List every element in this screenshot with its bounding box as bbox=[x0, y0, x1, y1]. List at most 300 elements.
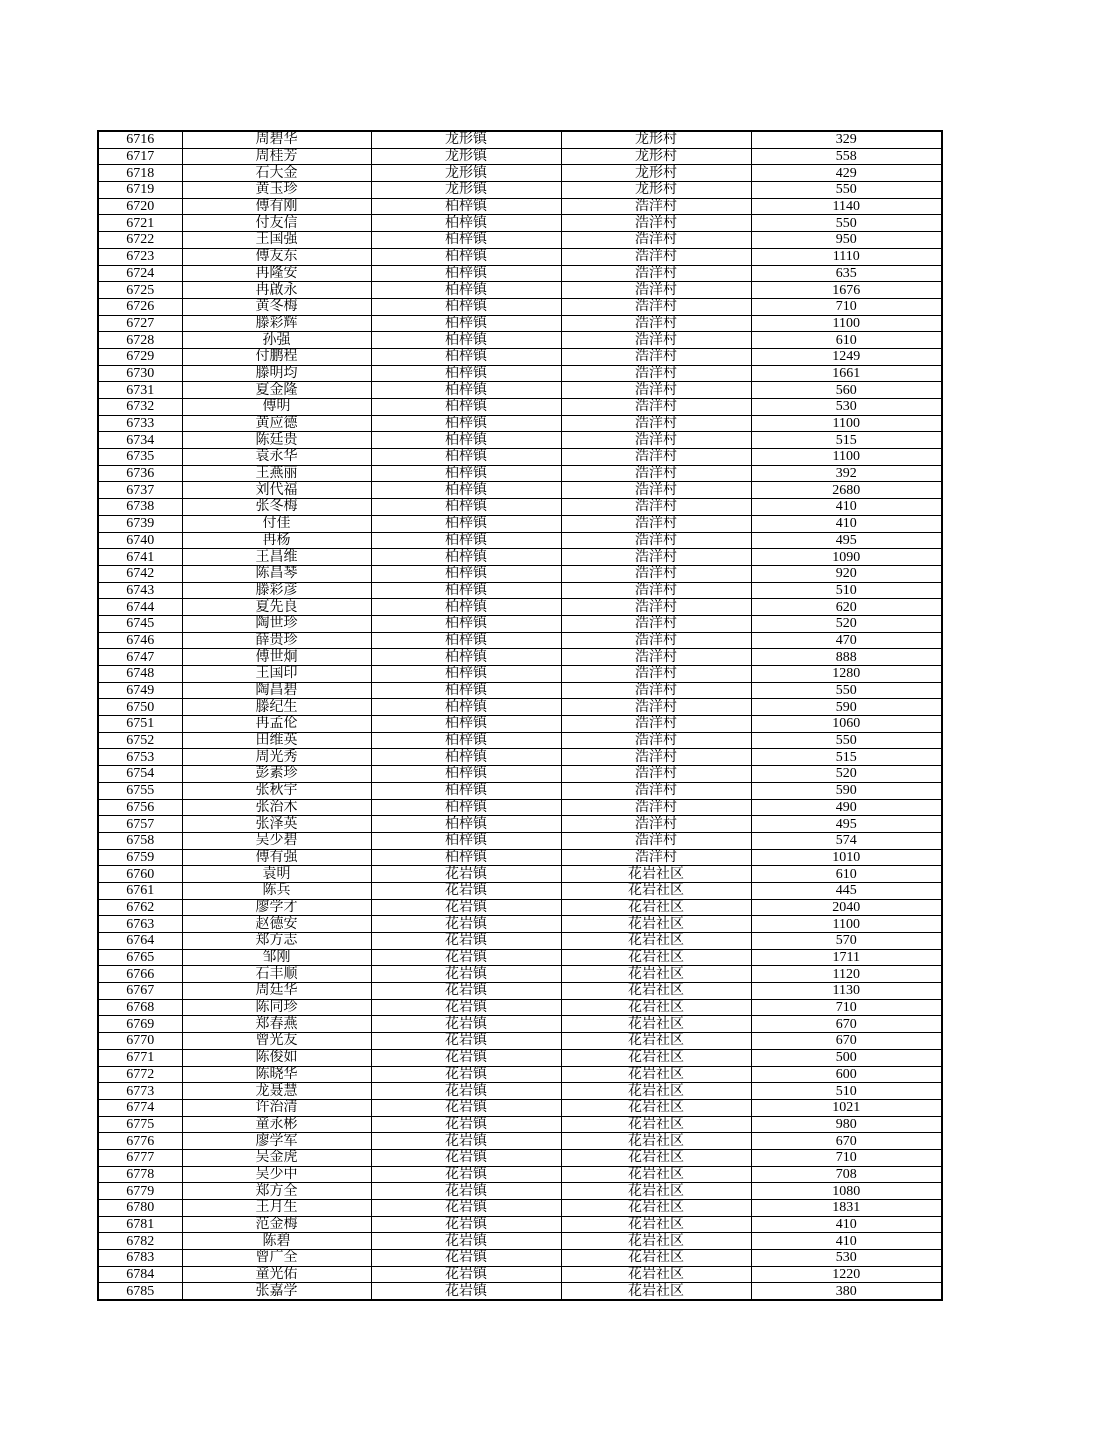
village-cell: 浩洋村 bbox=[561, 699, 751, 716]
name-cell: 周桂芳 bbox=[182, 148, 371, 165]
village-cell: 花岩社区 bbox=[561, 966, 751, 983]
village-cell: 花岩社区 bbox=[561, 999, 751, 1016]
town-cell: 花岩镇 bbox=[371, 866, 561, 883]
town-cell: 柏梓镇 bbox=[371, 248, 561, 265]
table-row bbox=[98, 582, 942, 599]
name-cell: 付佳 bbox=[182, 515, 371, 532]
table-row bbox=[98, 1283, 942, 1300]
village-cell: 花岩社区 bbox=[561, 1283, 751, 1300]
amount-cell: 410 bbox=[751, 515, 942, 532]
name-cell: 夏先良 bbox=[182, 599, 371, 616]
village-cell: 浩洋村 bbox=[561, 265, 751, 282]
record-id-cell: 6720 bbox=[98, 198, 182, 215]
record-id-cell: 6765 bbox=[98, 949, 182, 966]
amount-cell: 620 bbox=[751, 599, 942, 616]
record-id-cell: 6763 bbox=[98, 916, 182, 933]
record-id-cell: 6760 bbox=[98, 866, 182, 883]
amount-cell: 530 bbox=[751, 399, 942, 416]
table-row bbox=[98, 983, 942, 1000]
village-cell: 龙形村 bbox=[561, 131, 751, 148]
name-cell: 陈晓华 bbox=[182, 1066, 371, 1083]
amount-cell: 670 bbox=[751, 1133, 942, 1150]
village-cell: 浩洋村 bbox=[561, 332, 751, 349]
amount-cell: 1100 bbox=[751, 916, 942, 933]
name-cell: 田维英 bbox=[182, 732, 371, 749]
record-id-cell: 6748 bbox=[98, 666, 182, 683]
record-id-cell: 6766 bbox=[98, 966, 182, 983]
town-cell: 柏梓镇 bbox=[371, 799, 561, 816]
village-cell: 花岩社区 bbox=[561, 933, 751, 950]
name-cell: 王国强 bbox=[182, 232, 371, 249]
town-cell: 柏梓镇 bbox=[371, 849, 561, 866]
town-cell: 柏梓镇 bbox=[371, 716, 561, 733]
village-cell: 浩洋村 bbox=[561, 232, 751, 249]
amount-cell: 610 bbox=[751, 866, 942, 883]
amount-cell: 1110 bbox=[751, 248, 942, 265]
town-cell: 花岩镇 bbox=[371, 1266, 561, 1283]
name-cell: 郑方全 bbox=[182, 1183, 371, 1200]
table-row bbox=[98, 165, 942, 182]
village-cell: 浩洋村 bbox=[561, 382, 751, 399]
table-row bbox=[98, 916, 942, 933]
amount-cell: 710 bbox=[751, 298, 942, 315]
town-cell: 花岩镇 bbox=[371, 1033, 561, 1050]
village-cell: 浩洋村 bbox=[561, 515, 751, 532]
town-cell: 柏梓镇 bbox=[371, 198, 561, 215]
record-id-cell: 6721 bbox=[98, 215, 182, 232]
name-cell: 薛贵珍 bbox=[182, 632, 371, 649]
town-cell: 柏梓镇 bbox=[371, 499, 561, 516]
name-cell: 郑方志 bbox=[182, 933, 371, 950]
village-cell: 浩洋村 bbox=[561, 482, 751, 499]
town-cell: 花岩镇 bbox=[371, 1116, 561, 1133]
amount-cell: 530 bbox=[751, 1250, 942, 1267]
record-id-cell: 6785 bbox=[98, 1283, 182, 1300]
table-row bbox=[98, 615, 942, 632]
table-row bbox=[98, 198, 942, 215]
record-id-cell: 6752 bbox=[98, 732, 182, 749]
table-row bbox=[98, 549, 942, 566]
record-id-cell: 6751 bbox=[98, 716, 182, 733]
town-cell: 龙形镇 bbox=[371, 165, 561, 182]
town-cell: 花岩镇 bbox=[371, 999, 561, 1016]
table-row bbox=[98, 949, 942, 966]
amount-cell: 1711 bbox=[751, 949, 942, 966]
record-id-cell: 6753 bbox=[98, 749, 182, 766]
village-cell: 浩洋村 bbox=[561, 415, 751, 432]
town-cell: 柏梓镇 bbox=[371, 666, 561, 683]
name-cell: 周廷华 bbox=[182, 983, 371, 1000]
amount-cell: 710 bbox=[751, 999, 942, 1016]
village-cell: 花岩社区 bbox=[561, 1250, 751, 1267]
record-id-cell: 6744 bbox=[98, 599, 182, 616]
amount-cell: 980 bbox=[751, 1116, 942, 1133]
town-cell: 花岩镇 bbox=[371, 916, 561, 933]
name-cell: 滕彩彦 bbox=[182, 582, 371, 599]
village-cell: 浩洋村 bbox=[561, 465, 751, 482]
table-row bbox=[98, 999, 942, 1016]
town-cell: 龙形镇 bbox=[371, 148, 561, 165]
amount-cell: 1140 bbox=[751, 198, 942, 215]
amount-cell: 708 bbox=[751, 1166, 942, 1183]
record-id-cell: 6746 bbox=[98, 632, 182, 649]
table-row bbox=[98, 666, 942, 683]
village-cell: 浩洋村 bbox=[561, 365, 751, 382]
amount-cell: 2680 bbox=[751, 482, 942, 499]
village-cell: 浩洋村 bbox=[561, 716, 751, 733]
table-row bbox=[98, 315, 942, 332]
table-row bbox=[98, 1233, 942, 1250]
record-id-cell: 6750 bbox=[98, 699, 182, 716]
town-cell: 柏梓镇 bbox=[371, 465, 561, 482]
amount-cell: 590 bbox=[751, 699, 942, 716]
village-cell: 浩洋村 bbox=[561, 565, 751, 582]
amount-cell: 1280 bbox=[751, 666, 942, 683]
town-cell: 柏梓镇 bbox=[371, 565, 561, 582]
record-id-cell: 6767 bbox=[98, 983, 182, 1000]
village-cell: 浩洋村 bbox=[561, 682, 751, 699]
amount-cell: 950 bbox=[751, 232, 942, 249]
table-row bbox=[98, 332, 942, 349]
town-cell: 花岩镇 bbox=[371, 882, 561, 899]
table-row bbox=[98, 1033, 942, 1050]
name-cell: 曾广全 bbox=[182, 1250, 371, 1267]
town-cell: 花岩镇 bbox=[371, 1233, 561, 1250]
table-row bbox=[98, 649, 942, 666]
amount-cell: 520 bbox=[751, 615, 942, 632]
village-cell: 浩洋村 bbox=[561, 499, 751, 516]
name-cell: 童永彬 bbox=[182, 1116, 371, 1133]
record-id-cell: 6773 bbox=[98, 1083, 182, 1100]
name-cell: 张冬梅 bbox=[182, 499, 371, 516]
town-cell: 花岩镇 bbox=[371, 1099, 561, 1116]
amount-cell: 495 bbox=[751, 816, 942, 833]
amount-cell: 550 bbox=[751, 682, 942, 699]
record-id-cell: 6724 bbox=[98, 265, 182, 282]
village-cell: 浩洋村 bbox=[561, 582, 751, 599]
town-cell: 花岩镇 bbox=[371, 899, 561, 916]
town-cell: 柏梓镇 bbox=[371, 382, 561, 399]
table-row bbox=[98, 632, 942, 649]
amount-cell: 329 bbox=[751, 131, 942, 148]
table-row bbox=[98, 232, 942, 249]
record-id-cell: 6768 bbox=[98, 999, 182, 1016]
village-cell: 花岩社区 bbox=[561, 1049, 751, 1066]
town-cell: 柏梓镇 bbox=[371, 348, 561, 365]
amount-cell: 392 bbox=[751, 465, 942, 482]
village-cell: 花岩社区 bbox=[561, 1016, 751, 1033]
table-row bbox=[98, 1250, 942, 1267]
amount-cell: 510 bbox=[751, 582, 942, 599]
table-row bbox=[98, 148, 942, 165]
amount-cell: 1090 bbox=[751, 549, 942, 566]
name-cell: 黄玉珍 bbox=[182, 182, 371, 199]
town-cell: 花岩镇 bbox=[371, 1216, 561, 1233]
town-cell: 花岩镇 bbox=[371, 1149, 561, 1166]
amount-cell: 470 bbox=[751, 632, 942, 649]
village-cell: 浩洋村 bbox=[561, 298, 751, 315]
amount-cell: 1060 bbox=[751, 716, 942, 733]
name-cell: 陶世珍 bbox=[182, 615, 371, 632]
table-row bbox=[98, 432, 942, 449]
name-cell: 傅世炯 bbox=[182, 649, 371, 666]
record-id-cell: 6723 bbox=[98, 248, 182, 265]
record-id-cell: 6784 bbox=[98, 1266, 182, 1283]
village-cell: 花岩社区 bbox=[561, 1149, 751, 1166]
record-id-cell: 6735 bbox=[98, 449, 182, 466]
records-table-body bbox=[98, 131, 942, 1300]
record-id-cell: 6741 bbox=[98, 549, 182, 566]
record-id-cell: 6755 bbox=[98, 782, 182, 799]
name-cell: 陈碧 bbox=[182, 1233, 371, 1250]
town-cell: 柏梓镇 bbox=[371, 599, 561, 616]
amount-cell: 558 bbox=[751, 148, 942, 165]
record-id-cell: 6761 bbox=[98, 882, 182, 899]
table-row bbox=[98, 699, 942, 716]
name-cell: 吴少中 bbox=[182, 1166, 371, 1183]
amount-cell: 600 bbox=[751, 1066, 942, 1083]
village-cell: 花岩社区 bbox=[561, 1083, 751, 1100]
table-row bbox=[98, 933, 942, 950]
name-cell: 黄冬梅 bbox=[182, 298, 371, 315]
village-cell: 浩洋村 bbox=[561, 432, 751, 449]
village-cell: 龙形村 bbox=[561, 165, 751, 182]
name-cell: 张嘉学 bbox=[182, 1283, 371, 1300]
town-cell: 花岩镇 bbox=[371, 983, 561, 1000]
name-cell: 袁永华 bbox=[182, 449, 371, 466]
village-cell: 浩洋村 bbox=[561, 732, 751, 749]
name-cell: 廖学才 bbox=[182, 899, 371, 916]
name-cell: 廖学军 bbox=[182, 1133, 371, 1150]
record-id-cell: 6756 bbox=[98, 799, 182, 816]
record-id-cell: 6759 bbox=[98, 849, 182, 866]
name-cell: 陶昌碧 bbox=[182, 682, 371, 699]
town-cell: 柏梓镇 bbox=[371, 332, 561, 349]
record-id-cell: 6770 bbox=[98, 1033, 182, 1050]
table-row bbox=[98, 482, 942, 499]
village-cell: 浩洋村 bbox=[561, 449, 751, 466]
record-id-cell: 6775 bbox=[98, 1116, 182, 1133]
record-id-cell: 6762 bbox=[98, 899, 182, 916]
name-cell: 付友信 bbox=[182, 215, 371, 232]
table-row bbox=[98, 282, 942, 299]
record-id-cell: 6774 bbox=[98, 1099, 182, 1116]
amount-cell: 510 bbox=[751, 1083, 942, 1100]
name-cell: 曾光友 bbox=[182, 1033, 371, 1050]
record-id-cell: 6778 bbox=[98, 1166, 182, 1183]
record-id-cell: 6779 bbox=[98, 1183, 182, 1200]
table-row bbox=[98, 832, 942, 849]
record-id-cell: 6736 bbox=[98, 465, 182, 482]
name-cell: 石丰顺 bbox=[182, 966, 371, 983]
amount-cell: 635 bbox=[751, 265, 942, 282]
town-cell: 柏梓镇 bbox=[371, 766, 561, 783]
name-cell: 吴少碧 bbox=[182, 832, 371, 849]
table-row bbox=[98, 966, 942, 983]
table-row bbox=[98, 515, 942, 532]
town-cell: 花岩镇 bbox=[371, 1183, 561, 1200]
town-cell: 柏梓镇 bbox=[371, 549, 561, 566]
record-id-cell: 6771 bbox=[98, 1049, 182, 1066]
table-row bbox=[98, 565, 942, 582]
town-cell: 龙形镇 bbox=[371, 182, 561, 199]
table-row bbox=[98, 265, 942, 282]
table-row bbox=[98, 1083, 942, 1100]
village-cell: 花岩社区 bbox=[561, 1116, 751, 1133]
table-row bbox=[98, 399, 942, 416]
name-cell: 傅友东 bbox=[182, 248, 371, 265]
name-cell: 周碧华 bbox=[182, 131, 371, 148]
village-cell: 龙形村 bbox=[561, 148, 751, 165]
record-id-cell: 6729 bbox=[98, 348, 182, 365]
data-sheet bbox=[97, 130, 941, 1301]
amount-cell: 1661 bbox=[751, 365, 942, 382]
name-cell: 龙聂慧 bbox=[182, 1083, 371, 1100]
amount-cell: 1100 bbox=[751, 415, 942, 432]
record-id-cell: 6728 bbox=[98, 332, 182, 349]
name-cell: 王月生 bbox=[182, 1200, 371, 1217]
name-cell: 石大金 bbox=[182, 165, 371, 182]
table-row bbox=[98, 1066, 942, 1083]
table-row bbox=[98, 1133, 942, 1150]
town-cell: 花岩镇 bbox=[371, 1083, 561, 1100]
table-row bbox=[98, 248, 942, 265]
town-cell: 柏梓镇 bbox=[371, 615, 561, 632]
name-cell: 陈同珍 bbox=[182, 999, 371, 1016]
village-cell: 浩洋村 bbox=[561, 532, 751, 549]
village-cell: 浩洋村 bbox=[561, 749, 751, 766]
table-row bbox=[98, 882, 942, 899]
village-cell: 浩洋村 bbox=[561, 849, 751, 866]
name-cell: 滕彩辉 bbox=[182, 315, 371, 332]
town-cell: 柏梓镇 bbox=[371, 732, 561, 749]
amount-cell: 500 bbox=[751, 1049, 942, 1066]
village-cell: 花岩社区 bbox=[561, 1166, 751, 1183]
amount-cell: 410 bbox=[751, 1216, 942, 1233]
table-row bbox=[98, 866, 942, 883]
table-row bbox=[98, 215, 942, 232]
town-cell: 柏梓镇 bbox=[371, 582, 561, 599]
table-row bbox=[98, 415, 942, 432]
town-cell: 花岩镇 bbox=[371, 949, 561, 966]
table-row bbox=[98, 782, 942, 799]
amount-cell: 380 bbox=[751, 1283, 942, 1300]
village-cell: 花岩社区 bbox=[561, 1099, 751, 1116]
name-cell: 郑春燕 bbox=[182, 1016, 371, 1033]
table-row bbox=[98, 1216, 942, 1233]
town-cell: 柏梓镇 bbox=[371, 682, 561, 699]
village-cell: 浩洋村 bbox=[561, 549, 751, 566]
record-id-cell: 6754 bbox=[98, 766, 182, 783]
name-cell: 冉隆安 bbox=[182, 265, 371, 282]
town-cell: 柏梓镇 bbox=[371, 449, 561, 466]
record-id-cell: 6725 bbox=[98, 282, 182, 299]
village-cell: 浩洋村 bbox=[561, 615, 751, 632]
table-row bbox=[98, 599, 942, 616]
town-cell: 柏梓镇 bbox=[371, 215, 561, 232]
amount-cell: 710 bbox=[751, 1149, 942, 1166]
name-cell: 赵德安 bbox=[182, 916, 371, 933]
town-cell: 柏梓镇 bbox=[371, 298, 561, 315]
record-id-cell: 6783 bbox=[98, 1250, 182, 1267]
table-row bbox=[98, 131, 942, 148]
record-id-cell: 6780 bbox=[98, 1200, 182, 1217]
amount-cell: 560 bbox=[751, 382, 942, 399]
table-row bbox=[98, 899, 942, 916]
table-row bbox=[98, 382, 942, 399]
table-row bbox=[98, 298, 942, 315]
amount-cell: 1831 bbox=[751, 1200, 942, 1217]
village-cell: 浩洋村 bbox=[561, 348, 751, 365]
name-cell: 张治木 bbox=[182, 799, 371, 816]
town-cell: 柏梓镇 bbox=[371, 515, 561, 532]
name-cell: 王国印 bbox=[182, 666, 371, 683]
table-row bbox=[98, 799, 942, 816]
amount-cell: 1010 bbox=[751, 849, 942, 866]
table-row bbox=[98, 1016, 942, 1033]
record-id-cell: 6738 bbox=[98, 499, 182, 516]
town-cell: 柏梓镇 bbox=[371, 482, 561, 499]
amount-cell: 410 bbox=[751, 1233, 942, 1250]
table-row bbox=[98, 732, 942, 749]
town-cell: 柏梓镇 bbox=[371, 415, 561, 432]
village-cell: 浩洋村 bbox=[561, 782, 751, 799]
village-cell: 花岩社区 bbox=[561, 983, 751, 1000]
table-row bbox=[98, 449, 942, 466]
name-cell: 黄应德 bbox=[182, 415, 371, 432]
amount-cell: 1220 bbox=[751, 1266, 942, 1283]
name-cell: 孙强 bbox=[182, 332, 371, 349]
record-id-cell: 6734 bbox=[98, 432, 182, 449]
village-cell: 花岩社区 bbox=[561, 949, 751, 966]
record-id-cell: 6733 bbox=[98, 415, 182, 432]
town-cell: 柏梓镇 bbox=[371, 816, 561, 833]
village-cell: 花岩社区 bbox=[561, 1183, 751, 1200]
town-cell: 柏梓镇 bbox=[371, 315, 561, 332]
amount-cell: 495 bbox=[751, 532, 942, 549]
table-row bbox=[98, 1149, 942, 1166]
name-cell: 许治清 bbox=[182, 1099, 371, 1116]
town-cell: 柏梓镇 bbox=[371, 365, 561, 382]
name-cell: 滕纪生 bbox=[182, 699, 371, 716]
record-id-cell: 6747 bbox=[98, 649, 182, 666]
table-row bbox=[98, 499, 942, 516]
name-cell: 傅明 bbox=[182, 399, 371, 416]
table-row bbox=[98, 766, 942, 783]
table-row bbox=[98, 465, 942, 482]
amount-cell: 570 bbox=[751, 933, 942, 950]
table-row bbox=[98, 365, 942, 382]
town-cell: 柏梓镇 bbox=[371, 699, 561, 716]
amount-cell: 1021 bbox=[751, 1099, 942, 1116]
amount-cell: 1676 bbox=[751, 282, 942, 299]
village-cell: 浩洋村 bbox=[561, 399, 751, 416]
village-cell: 花岩社区 bbox=[561, 1133, 751, 1150]
table-row bbox=[98, 532, 942, 549]
village-cell: 龙形村 bbox=[561, 182, 751, 199]
town-cell: 花岩镇 bbox=[371, 966, 561, 983]
village-cell: 花岩社区 bbox=[561, 1266, 751, 1283]
record-id-cell: 6749 bbox=[98, 682, 182, 699]
table-row bbox=[98, 682, 942, 699]
name-cell: 童光佑 bbox=[182, 1266, 371, 1283]
record-id-cell: 6739 bbox=[98, 515, 182, 532]
table-row bbox=[98, 1099, 942, 1116]
town-cell: 龙形镇 bbox=[371, 131, 561, 148]
village-cell: 浩洋村 bbox=[561, 315, 751, 332]
record-id-cell: 6777 bbox=[98, 1149, 182, 1166]
town-cell: 柏梓镇 bbox=[371, 632, 561, 649]
